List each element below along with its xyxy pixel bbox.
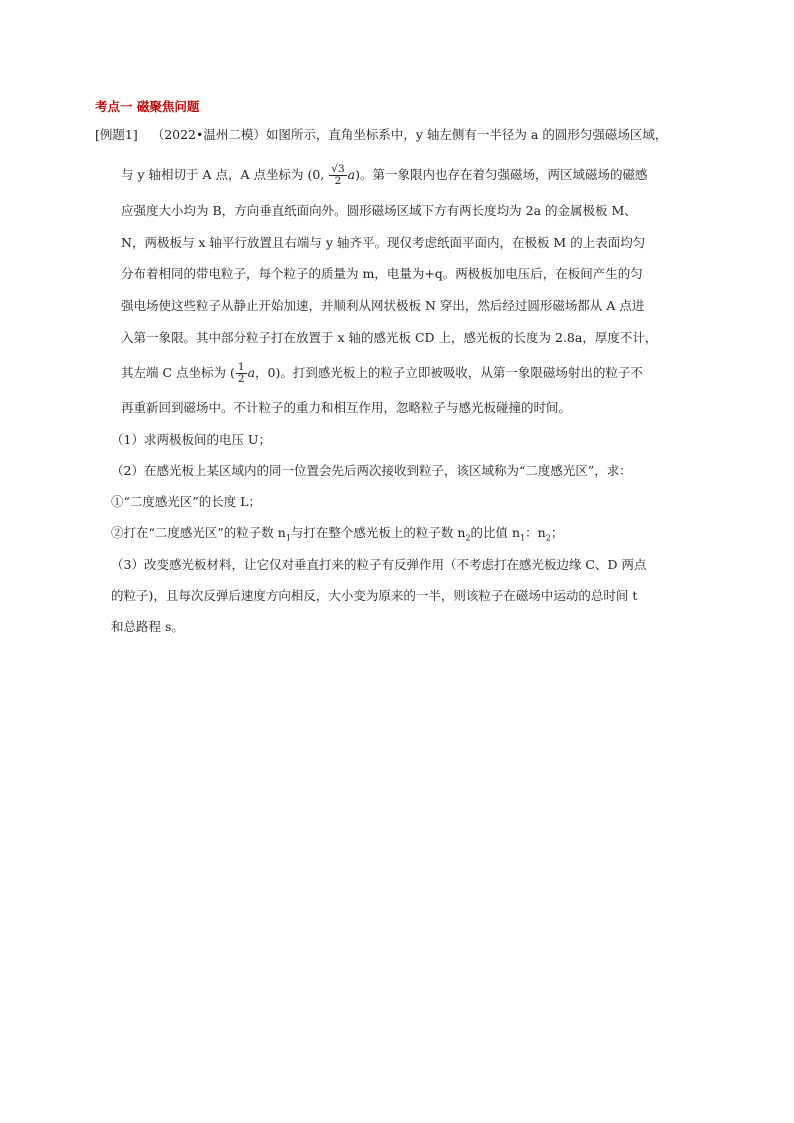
- question-1: （1）求两极板间的电压 U；: [111, 432, 271, 447]
- problem-line-7: 入第一象限。其中部分粒子打在放置于 x 轴的感光板 CD 上，感光板的长度为 2.8a，厚度不计，: [121, 330, 658, 345]
- problem-text-1: （2022•温州二模）如图所示，直角坐标系中，y 轴左侧有一半径为 a 的圆形匀强磁场区域，: [151, 127, 668, 142]
- section-heading: 考点一 磁聚焦问题: [95, 99, 200, 114]
- variable-a: a: [347, 167, 356, 182]
- problem-text-2a: 与 y 轴相切于 A 点，A 点坐标为 (0,: [121, 167, 325, 182]
- problem-text-8b: ，0)。打到感光板上的粒子立即被吸收，从第一象限磁场射出的粒子不: [255, 365, 643, 380]
- problem-line-4: N，两极板与 x 轴平行放置且右端与 y 轴齐平。现仅考虑纸面平面内，在极板 M 的上表面均匀: [121, 235, 646, 250]
- problem-line-9: 再重新回到磁场中。不计粒子的重力和相互作用，忽略粒子与感光板碰撞的时间。: [121, 400, 572, 415]
- subscript: 2: [545, 533, 551, 543]
- question-2: （2）在感光板上某区域内的同一位置会先后两次接收到粒子，该区域称为“二度感光区”，求：: [111, 463, 632, 478]
- q2-2-text-e: ；: [550, 525, 564, 540]
- problem-text-2b: )。第一象限内也存在着匀强磁场，两区域磁场的磁感: [355, 167, 648, 182]
- subscript: 2: [465, 533, 471, 543]
- sqrt3-over-2-fraction: [329, 164, 346, 187]
- variable-a: a: [247, 365, 256, 380]
- subscript: 1: [285, 533, 291, 543]
- subscript: 1: [520, 533, 526, 543]
- q2-2-text-d: ：n: [525, 525, 546, 540]
- problem-text-8a: 其左端 C 点坐标为 (: [121, 365, 235, 380]
- question-3-line-3: 和总路程 s。: [111, 619, 184, 634]
- problem-line-3: 应强度大小均为 B，方向垂直纸面向外。圆形磁场区域下方有两长度均为 2a 的金属极板 M、: [121, 203, 637, 218]
- question-2-part-1: ①“二度感光区”的长度 L；: [111, 494, 262, 509]
- problem-line-2: [121, 164, 647, 187]
- fraction-numerator: 1: [237, 361, 245, 373]
- problem-label: [例题1]: [95, 127, 138, 142]
- question-3-line-1: （3）改变感光板材料，让它仅对垂直打来的粒子有反弹作用（不考虑打在感光板边缘 C、D 两点: [111, 557, 647, 572]
- q2-2-text-c: 的比值 n: [470, 525, 521, 540]
- fraction-denominator: 2: [334, 175, 342, 187]
- q2-2-text-b: 与打在整个感光板上的粒子数 n: [290, 525, 466, 540]
- one-half-fraction: [236, 362, 247, 385]
- q2-2-text-a: ②打在“二度感光区”的粒子数 n: [111, 525, 286, 540]
- question-3-line-2: 的粒子)，且每次反弹后速度方向相反，大小变为原来的一半，则该粒子在磁场中运动的总时间 t: [111, 588, 638, 603]
- problem-line-6: 强电场使这些粒子从静止开始加速，并顺利从网状极板 N 穿出，然后经过圆形磁场都从 A 点进: [121, 298, 645, 313]
- fraction-numerator: √3: [331, 163, 345, 175]
- problem-line-5: 分布着相同的带电粒子，每个粒子的质量为 m，电量为+q。两极板加电压后，在板间产生的匀: [121, 266, 643, 281]
- fraction-denominator: 2: [237, 373, 245, 385]
- problem-line-8: [121, 362, 643, 385]
- problem-line-1: [95, 127, 667, 143]
- question-2-part-2: [111, 525, 563, 547]
